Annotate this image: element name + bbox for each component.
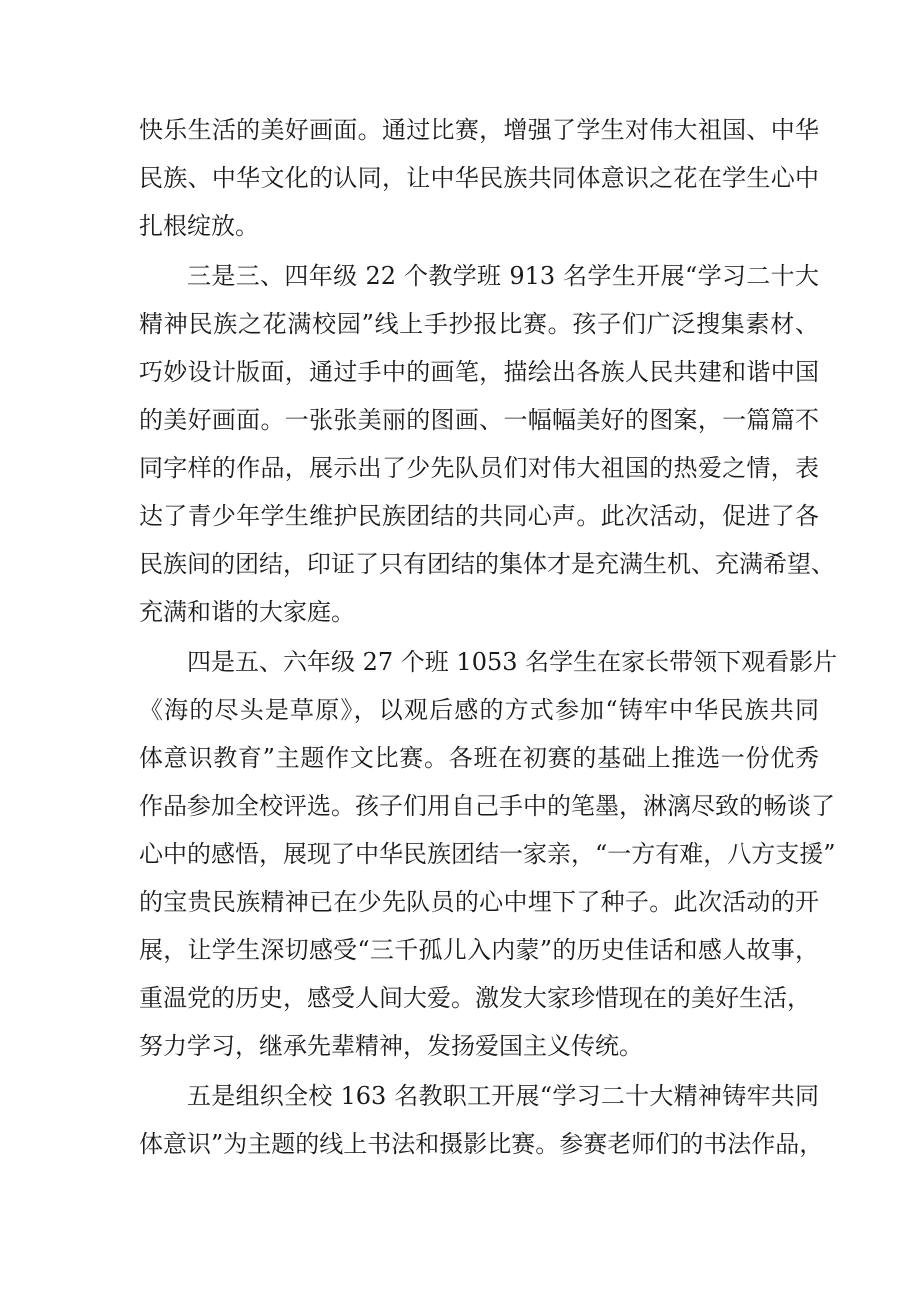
text-line: 扎根绽放。 [139,212,259,240]
text-line: 努力学习，继承先辈精神，发扬爱国主义传统。 [139,1032,643,1060]
paragraph-start-line: 三是三、四年级 22 个教学班 913 名学生开展“学习二十大 [187,262,819,290]
text-line: 快乐生活的美好画面。通过比赛，增强了学生对伟大祖国、中华 [139,116,819,144]
text-line: 展，让学生深切感受“三千孤儿入内蒙”的历史佳话和感人故事， [139,936,819,964]
paragraph-start-line: 四是五、六年级 27 个班 1053 名学生在家长带领下观看影片 [187,648,838,676]
text-line: 《海的尽头是草原》，以观后感的方式参加“铸牢中华民族共同 [139,696,819,724]
text-line: 的美好画面。一张张美丽的图画、一幅幅美好的图案，一篇篇不 [139,406,819,434]
text-line: 重温党的历史，感受人间大爱。激发大家珍惜现在的美好生活， [139,984,811,1012]
text-line: 民族、中华文化的认同，让中华民族共同体意识之花在学生心中 [139,164,819,192]
text-line: 体意识”为主题的线上书法和摄影比赛。参赛老师们的书法作品， [139,1130,824,1158]
text-line: 的宝贵民族精神已在少先队员的心中埋下了种子。此次活动的开 [139,888,819,916]
text-line: 达了青少年学生维护民族团结的共同心声。此次活动，促进了各 [139,502,819,530]
text-line: 体意识教育”主题作文比赛。各班在初赛的基础上推选一份优秀 [139,744,819,772]
text-line: 精神民族之花满校园”线上手抄报比赛。孩子们广泛搜集素材、 [139,310,819,338]
text-line: 巧妙设计版面，通过手中的画笔，描绘出各族人民共建和谐中国 [139,358,819,386]
text-line: 心中的感悟，展现了中华民族团结一家亲，“一方有难，八方支援” [139,840,836,868]
text-line: 同字样的作品，展示出了少先队员们对伟大祖国的热爱之情，表 [139,454,819,482]
text-line: 充满和谐的大家庭。 [139,598,355,626]
text-line: 作品参加全校评选。孩子们用自己手中的笔墨，淋漓尽致的畅谈了 [139,792,835,820]
paragraph-start-line: 五是组织全校 163 名教职工开展“学习二十大精神铸牢共同 [187,1082,819,1110]
text-line: 民族间的团结，印证了只有团结的集体才是充满生机、充满希望、 [139,550,835,578]
